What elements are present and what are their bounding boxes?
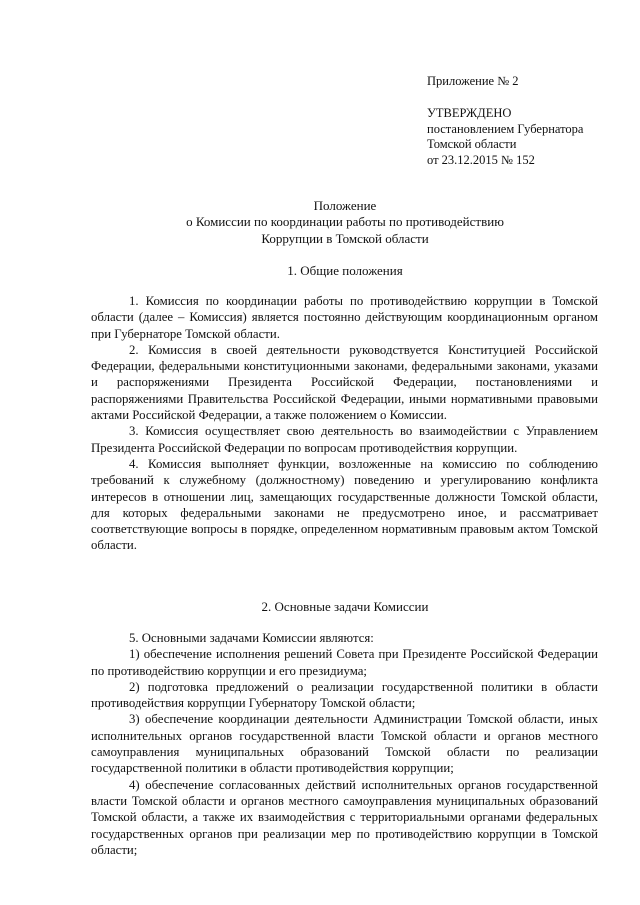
paragraph: 4. Комиссия выполняет функции, возложенные на комиссию по соблюдению требований к служебному (должностному) поведению и урегулированию конфликта интересов в отношении лиц, замещающих государственные должности Томской области, для которых федеральными законами не предусмотрено иное, и рассматривает соответствующие вопросы в порядке, определенном нормативным правовым актом Томской области. — [91, 456, 598, 553]
approved-region: Томской области — [427, 137, 517, 152]
paragraph: 2) подготовка предложений о реализации государственной политики в области противодействия коррупции Губернатору Томской области; — [91, 679, 598, 711]
paragraph: 1. Комиссия по координации работы по противодействию коррупции в Томской области (далее – Комиссия) является постоянно действующим координационным органом при Губернаторе Томской области. — [91, 294, 598, 341]
title-line-3: Коррупции в Томской области — [261, 230, 429, 246]
title-line-1: Положение — [313, 198, 377, 213]
approval-stamp — [427, 74, 583, 168]
spacer — [427, 89, 583, 106]
approved-date-number: от 23.12.2015 № 152 — [427, 152, 535, 167]
paragraph: 3) обеспечение координации деятельности Администрации Томской области, иных исполнительных органов государственной власти Томской области и органов местного самоуправления муниципальных образований Томской области по реализации государственной политики в области противодействия коррупции; — [91, 712, 598, 776]
title-line-2: о Комиссии по координации работы по противодействию — [186, 214, 504, 230]
appendix-number: Приложение № 2 — [427, 74, 519, 88]
paragraph: 1) обеспечение исполнения решений Совета при Президенте Российской Федерации по противодействию коррупции и его президиума; — [91, 647, 598, 678]
approved-label: УТВЕРЖДЕНО — [427, 106, 512, 121]
section-2-body — [91, 630, 598, 858]
section-1-body — [91, 293, 598, 554]
paragraph: 2. Комиссия в своей деятельности руководствуется Конституцией Российской Федерации, федеральными конституционными законами, федеральными законами, указами и распоряжениями Президента Российской Федерации, постановлениями и распоряжениями Правительства Российской Федерации, иными нормативными правовыми актами Российской Федерации, а также положением о Комиссии. — [91, 342, 598, 423]
paragraph: 5. Основными задачами Комиссии являются: — [129, 631, 374, 645]
paragraph: 4) обеспечение согласованных действий исполнительных органов государственной власти Томской области и органов местного самоуправления муниципальных образований Томской области, а также их взаимодействия с территориальными органами федеральных государственных органов при реализации мер по противодействию коррупции в Томской области; — [91, 777, 598, 857]
approved-by: постановлением Губернатора — [427, 121, 584, 136]
paragraph: 3. Комиссия осуществляет свою деятельность во взаимодействии с Управлением Президента Российской Федерации по вопросам противодействия коррупции. — [91, 424, 598, 455]
document-title — [90, 198, 600, 247]
section-2-heading: 2. Основные задачи Комиссии — [261, 599, 429, 614]
section-1-heading: 1. Общие положения — [287, 263, 403, 278]
